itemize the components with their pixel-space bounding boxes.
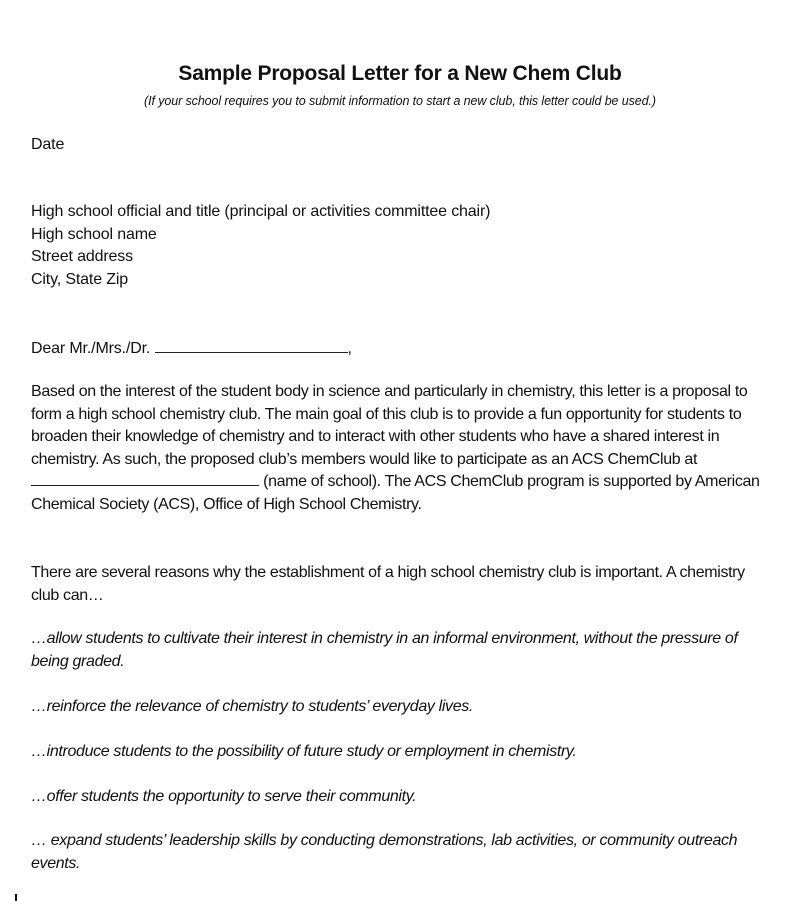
school-name-blank[interactable] bbox=[31, 471, 259, 486]
proposal-text-after-blank: (name of school). The ACS ChemClub program is supported by American Chemical Society (ACS), Office of High School Chemistry. bbox=[31, 473, 760, 513]
address-line-official: High school official and title (principal or activities committee chair) bbox=[31, 203, 491, 220]
body-paragraph-reasons-intro: There are several reasons why the establishment of a high school chemistry club is important. A chemistry club can… bbox=[31, 564, 745, 604]
recipient-name-blank[interactable] bbox=[155, 338, 348, 353]
reason-item: …allow students to cultivate their interest in chemistry in an informal environment, without the pressure of being graded. bbox=[31, 630, 738, 670]
text-cursor bbox=[15, 894, 17, 901]
salutation bbox=[31, 338, 352, 358]
document-title: Sample Proposal Letter for a New Chem Club bbox=[178, 62, 622, 85]
salutation-prefix: Dear Mr./Mrs./Dr. bbox=[31, 340, 151, 357]
document-subtitle: (If your school requires you to submit information to start a new club, this letter could be used.) bbox=[144, 94, 656, 108]
reason-item: …introduce students to the possibility of future study or employment in chemistry. bbox=[31, 743, 577, 760]
address-line-city-state-zip: City, State Zip bbox=[31, 271, 129, 288]
proposal-text-before-blank: Based on the interest of the student body in science and particularly in chemistry, this letter is a proposal to form a high school chemistry club. The main goal of this club is to provide a fun opportunity for students to broaden their knowledge of chemistry and to interact with other students who have a shared interest in chemistry. As such, the proposed club’s members would like to participate as an ACS ChemClub at bbox=[31, 383, 748, 468]
address-line-school-name: High school name bbox=[31, 226, 157, 243]
reason-item: …reinforce the relevance of chemistry to students’ everyday lives. bbox=[31, 698, 474, 715]
reason-item: …offer students the opportunity to serve their community. bbox=[31, 788, 417, 805]
reason-item: … expand students’ leadership skills by conducting demonstrations, lab activities, or community outreach events. bbox=[31, 832, 738, 872]
salutation-comma: , bbox=[347, 340, 352, 357]
address-line-street: Street address bbox=[31, 248, 133, 265]
date-line: Date bbox=[31, 136, 65, 153]
body-paragraph-proposal bbox=[31, 381, 776, 516]
